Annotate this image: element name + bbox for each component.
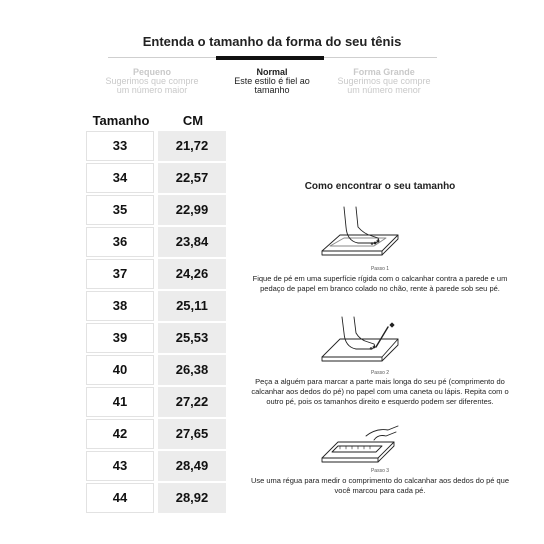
size-cell: 38 — [86, 291, 154, 321]
cm-cell: 27,65 — [158, 419, 226, 449]
cm-cell: 28,92 — [158, 483, 226, 513]
cm-column-header: CM — [182, 113, 204, 128]
step-1-label: Passo 1 — [370, 266, 390, 272]
cm-cell: 25,53 — [158, 323, 226, 353]
step-1-text: Fique de pé em uma superfície rígida com o calcanhar contra a parede e um pedaço de papel em branco colado no chão, rente à parede sob seu pé. — [252, 274, 508, 293]
fit-option-small — [98, 68, 206, 95]
size-cell: 44 — [86, 483, 154, 513]
cm-cell: 21,72 — [158, 131, 226, 161]
fit-normal-description: Este estilo é fiel ao tamanho — [234, 76, 310, 95]
size-cell: 39 — [86, 323, 154, 353]
size-cell: 37 — [86, 259, 154, 289]
page-title: Entenda o tamanho da forma do seu tênis — [142, 34, 402, 49]
guide-title: Como encontrar o seu tamanho — [304, 181, 456, 192]
ruler-measure-icon — [318, 422, 404, 466]
size-cell: 43 — [86, 451, 154, 481]
size-cell: 36 — [86, 227, 154, 257]
fit-large-label: Forma Grande — [353, 67, 415, 77]
fit-small-description: Sugerimos que compre um número maior — [105, 76, 199, 95]
fit-small-label: Pequeno — [132, 67, 171, 77]
size-cell: 33 — [86, 131, 154, 161]
cm-cell: 25,11 — [158, 291, 226, 321]
cm-cell: 26,38 — [158, 355, 226, 385]
cm-cell: 28,49 — [158, 451, 226, 481]
size-cell: 41 — [86, 387, 154, 417]
fit-option-normal — [218, 68, 326, 95]
cm-cell: 27,22 — [158, 387, 226, 417]
step-2-label: Passo 2 — [370, 370, 390, 376]
cm-cell: 22,99 — [158, 195, 226, 225]
fit-scale-indicator — [216, 56, 324, 60]
fit-option-large — [330, 68, 438, 95]
cm-cell: 22,57 — [158, 163, 226, 193]
foot-marking-icon — [318, 315, 404, 367]
cm-cell: 23,84 — [158, 227, 226, 257]
step-3-label: Passo 3 — [370, 468, 390, 474]
size-cell: 35 — [86, 195, 154, 225]
step-2-text: Peça a alguém para marcar a parte mais longa do seu pé (comprimento do calcanhar aos dedos do pé) no papel com uma caneta ou lápis. Repita com o outro pé, pois os tamanhos direito e esquerdo podem ser diferentes. — [251, 377, 509, 406]
fit-normal-label: Normal — [256, 67, 288, 77]
size-cell: 40 — [86, 355, 154, 385]
step-3-text: Use uma régua para medir o comprimento do calcanhar aos dedos do pé que você marcou para cada pé. — [250, 476, 510, 495]
fit-large-description: Sugerimos que compre um número menor — [337, 76, 431, 95]
size-cell: 42 — [86, 419, 154, 449]
size-column-header: Tamanho — [92, 113, 150, 128]
size-cell: 34 — [86, 163, 154, 193]
foot-on-paper-icon — [318, 205, 404, 263]
cm-cell: 24,26 — [158, 259, 226, 289]
